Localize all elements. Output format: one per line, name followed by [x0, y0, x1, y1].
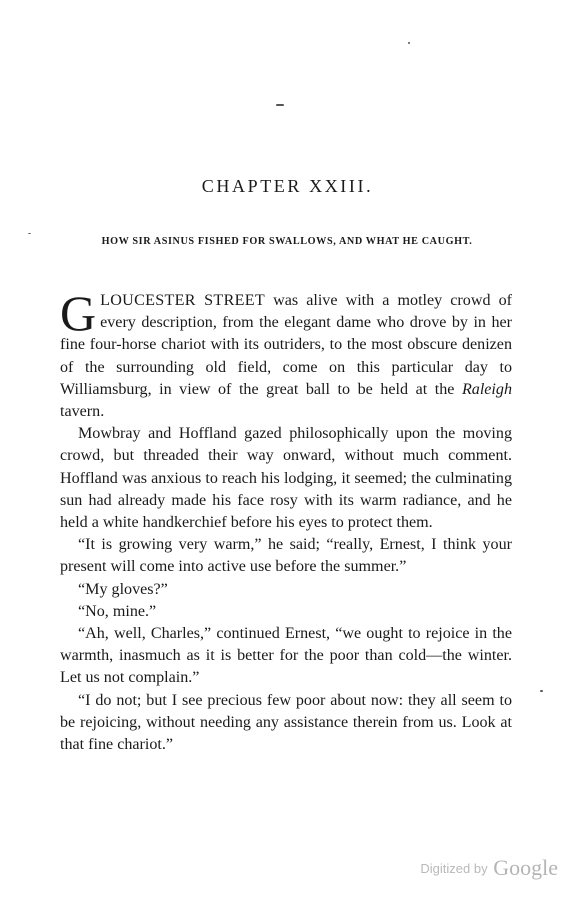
- paragraph: “Ah, well, Charles,” continued Ernest, “we ought to rejoice in the warmth, inasmuch as it is better for the poor than cold—the winter. Let us not complain.”: [60, 625, 512, 687]
- watermark-brand: Google: [493, 855, 558, 880]
- tavern-name: Raleigh: [461, 380, 512, 398]
- body-text: [60, 285, 512, 756]
- page-speck: [28, 233, 31, 234]
- page-speck: [540, 690, 543, 692]
- paragraph: “No, mine.”: [78, 602, 157, 620]
- digitization-watermark: [420, 855, 558, 881]
- opening-text: was alive with a motley crowd of every description, from the elegant dame who drove by in her fine four-horse chariot with its outriders, to the most obscure denizen of the surrounding old field, come on this particular day to Williamsburg, in view of the great ball to be held at the: [60, 292, 512, 398]
- paragraph: “I do not; but I see precious few poor about now: they all seem to be rejoicing, without needing any assistance therein from us. Look at that fine chariot.”: [60, 691, 512, 754]
- opening-words: LOUCESTER STREET: [100, 292, 265, 309]
- opening-end: tavern.: [60, 403, 105, 421]
- chapter-heading: CHAPTER XXIII.: [201, 176, 374, 196]
- watermark-prefix: Digitized by: [420, 861, 488, 876]
- paragraph: “It is growing very warm,” he said; “really, Ernest, I think your present will come into active use before the summer.”: [60, 536, 512, 576]
- paragraph: “My gloves?”: [78, 580, 168, 598]
- page-speck: [276, 104, 284, 106]
- drop-cap: G: [60, 285, 97, 341]
- chapter-subtitle: HOW SIR ASINUS FISHED FOR SWALLOWS, AND WHAT HE CAUGHT.: [101, 236, 473, 247]
- opening-paragraph: [60, 285, 512, 423]
- paragraph: Mowbray and Hoffland gazed philosophically upon the moving crowd, but threaded their way onward, without much comment. Hoffland was anxious to reach his lodging, it seemed; the culminating sun had already made his face rosy with its warm radiance, and he held a white handkerchief before his eyes to protect them.: [60, 425, 512, 532]
- page-speck: [408, 42, 410, 44]
